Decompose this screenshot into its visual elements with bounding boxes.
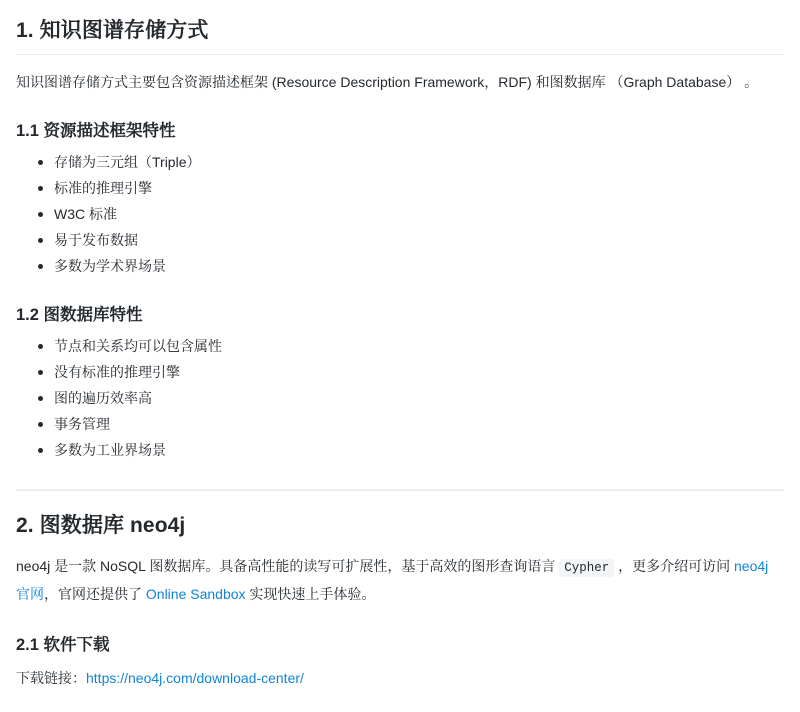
cypher-code-token: Cypher xyxy=(559,559,614,577)
section-divider xyxy=(16,489,784,491)
paragraph-text-part-2: ，更多介绍可访问 xyxy=(614,558,734,574)
paragraph-text-part-3: ，官网还提供了 xyxy=(44,586,146,602)
section-1-heading: 1. 知识图谱存储方式 xyxy=(16,14,784,55)
section-2-heading: 2. 图数据库 neo4j xyxy=(16,514,186,537)
download-center-link[interactable]: https://neo4j.com/download-center/ xyxy=(86,670,304,686)
list-item: 易于发布数据 xyxy=(38,227,784,253)
top-spacer xyxy=(16,0,784,6)
graphdb-feature-list xyxy=(16,333,784,463)
section-1-2-heading: 1.2 图数据库特性 xyxy=(16,306,143,324)
list-item: 多数为学术界场景 xyxy=(38,253,784,279)
section-1-intro-paragraph: 知识图谱存储方式主要包含资源描述框架 (Resource Description Framework，RDF) 和图数据库 （Graph Database） 。 xyxy=(16,74,759,90)
section-2-1-heading: 2.1 软件下载 xyxy=(16,636,110,654)
download-link-paragraph xyxy=(16,665,784,691)
list-item: 多数为工业界场景 xyxy=(38,437,784,463)
section-1-1-heading: 1.1 资源描述框架特性 xyxy=(16,122,176,140)
list-item: 事务管理 xyxy=(38,411,784,437)
list-item: 节点和关系均可以包含属性 xyxy=(38,333,784,359)
list-item: 标准的推理引擎 xyxy=(38,175,784,201)
list-item: 没有标准的推理引擎 xyxy=(38,359,784,385)
online-sandbox-link[interactable]: Online Sandbox xyxy=(145,586,246,602)
list-item: 存储为三元组（Triple） xyxy=(38,149,784,175)
paragraph-text-part-1: neo4j 是一款 NoSQL 图数据库。具备高性能的读写可扩展性，基于高效的图形查询语言 xyxy=(16,558,560,574)
paragraph-text-part-4: 实现快速上手体验。 xyxy=(245,586,376,602)
section-2-paragraph xyxy=(16,553,784,607)
download-link-label: 下载链接： xyxy=(16,670,86,686)
list-item: 图的遍历效率高 xyxy=(38,385,784,411)
neo4j-official-site-link[interactable]: neo4j 官网 xyxy=(16,558,769,602)
rdf-feature-list xyxy=(16,149,784,279)
list-item: W3C 标准 xyxy=(38,201,784,227)
